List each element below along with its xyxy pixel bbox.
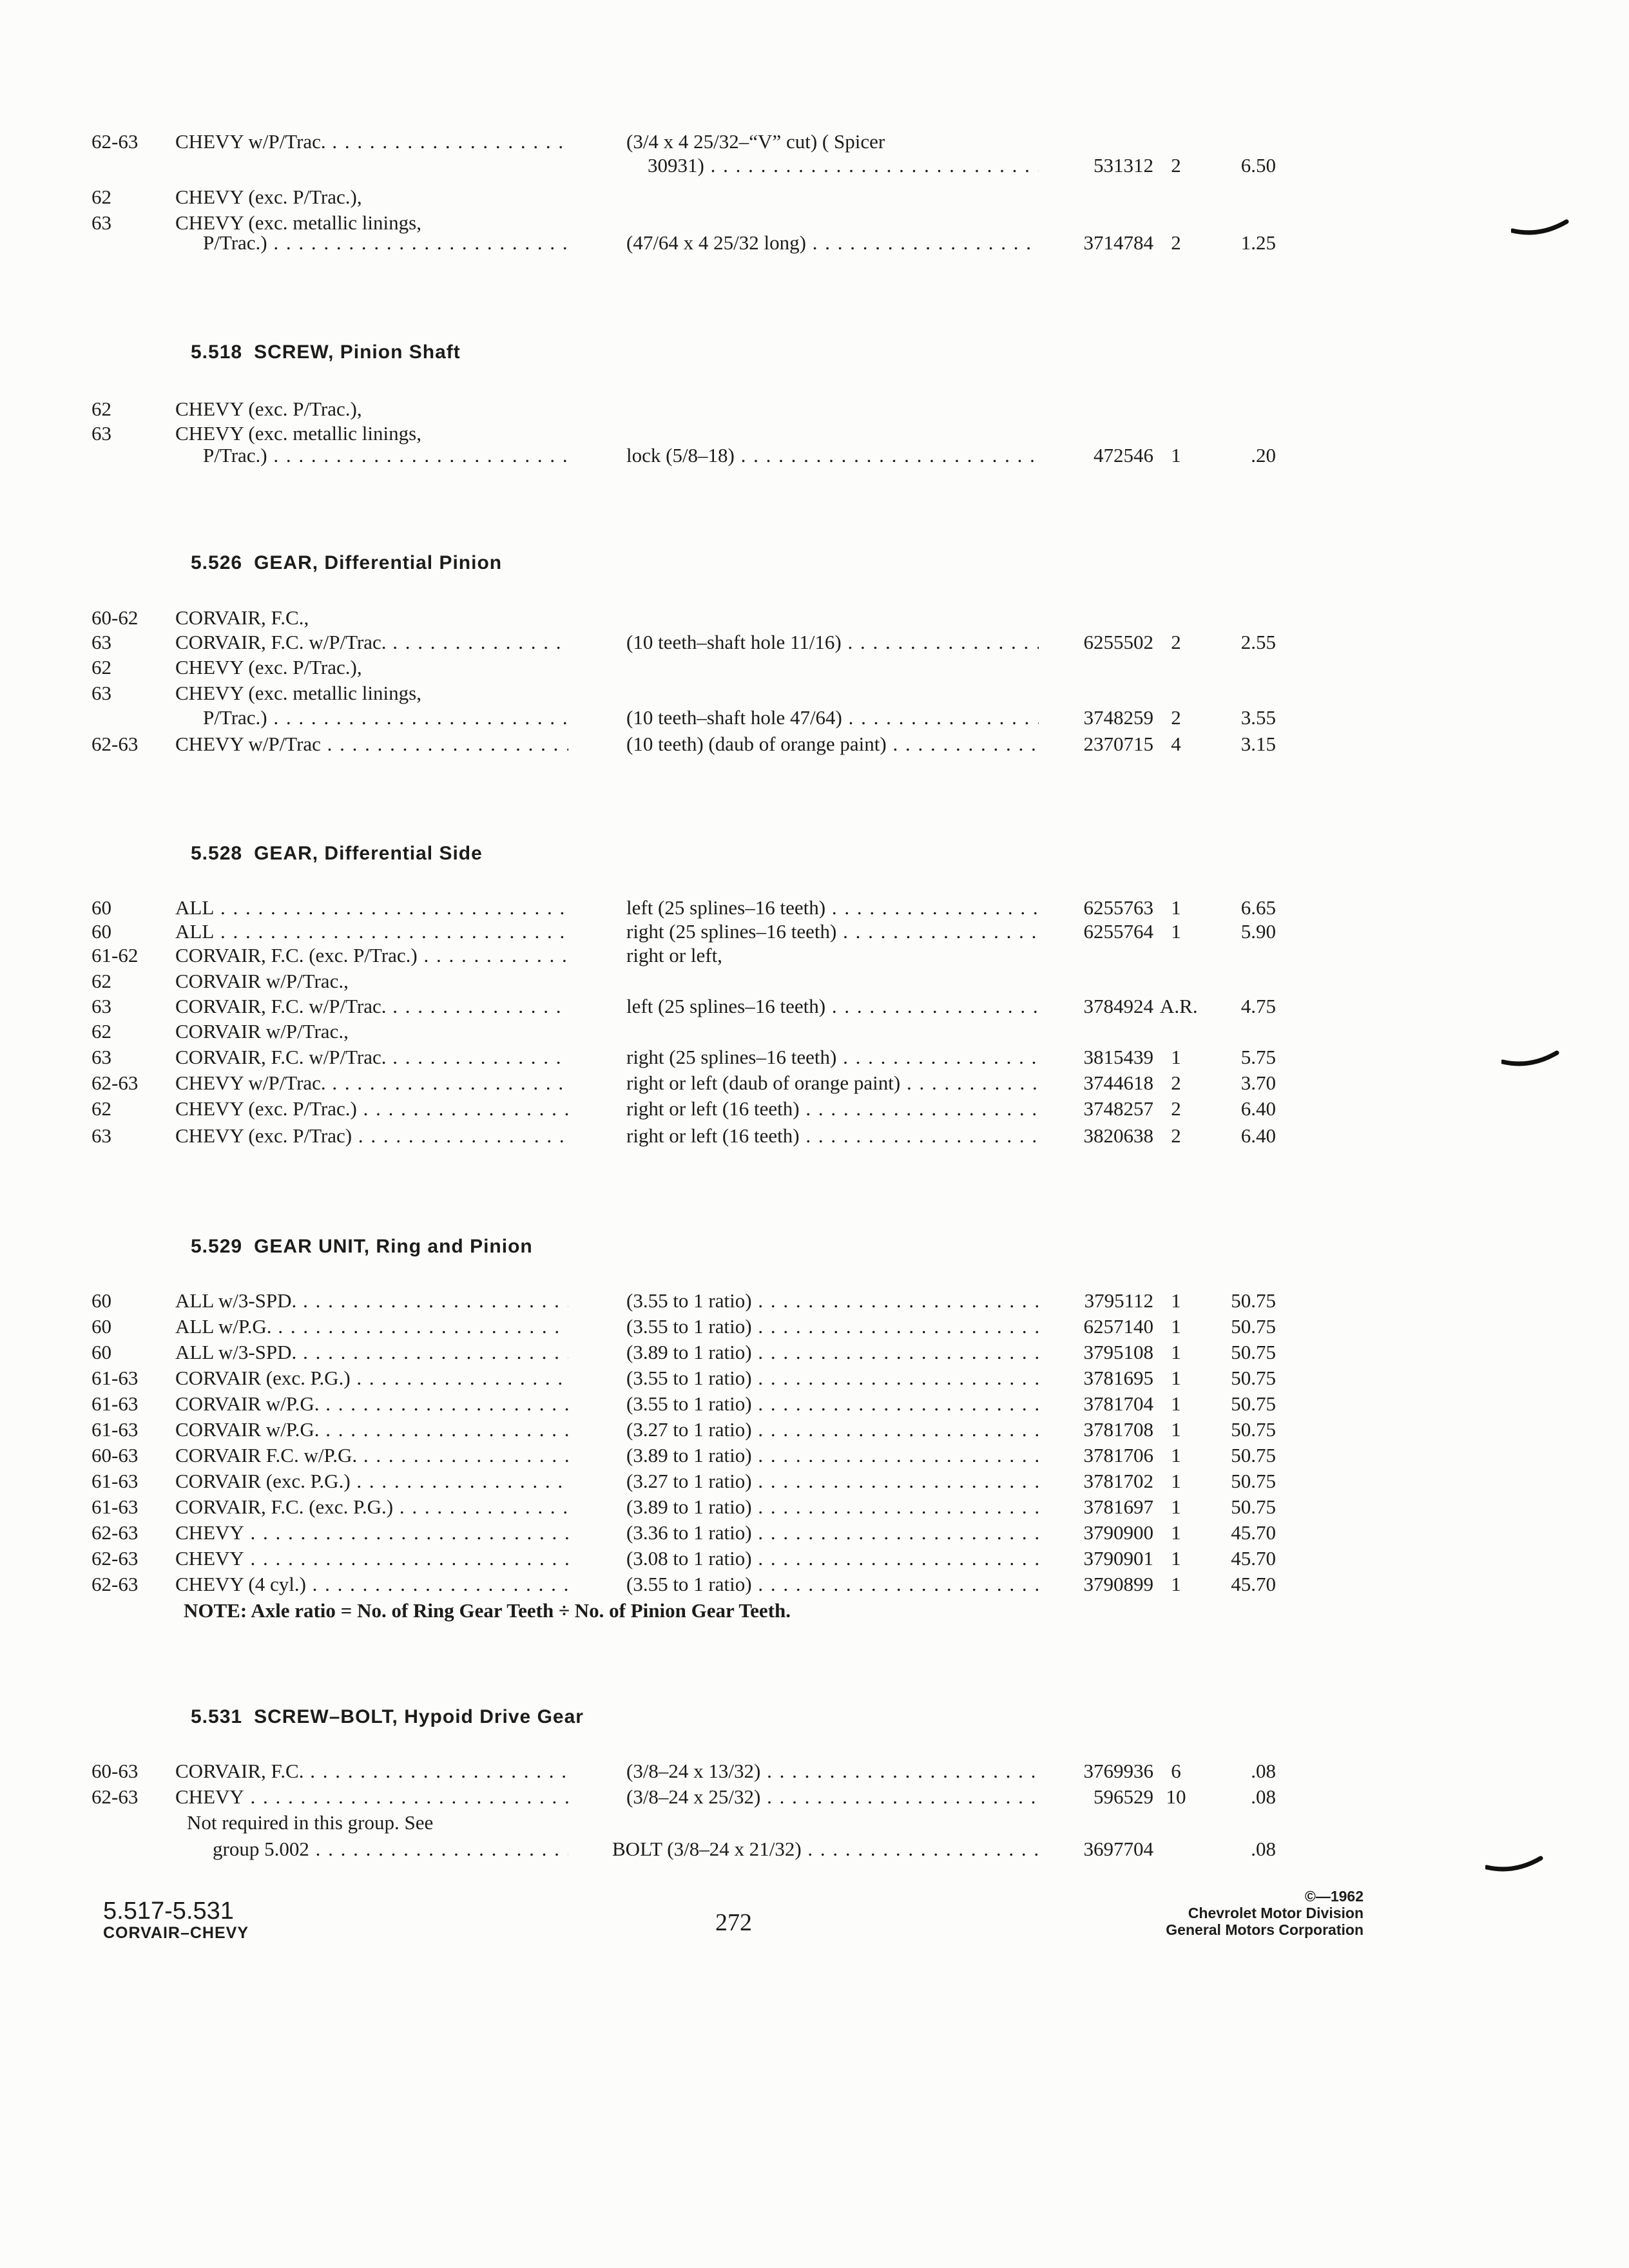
year-cell: 62-63: [92, 130, 139, 153]
model-cell: CORVAIR F.C. w/P.G. . . .: [175, 1442, 568, 1469]
year-cell: 61-63: [92, 1418, 139, 1441]
quantity-cell: 1: [1171, 1341, 1181, 1363]
table-row: [0, 629, 1629, 656]
quantity-cell: 2: [1171, 631, 1181, 653]
section-range: 5.517-5.531: [103, 1898, 234, 1925]
part-number-cell: 3781695: [1083, 1367, 1153, 1389]
model-cell: ALL . . .: [175, 894, 568, 921]
table-row: [0, 654, 1629, 681]
model-cell: ALL w/3-SPD. . . .: [175, 1339, 568, 1366]
table-row: [0, 968, 1629, 995]
year-cell: 62-63: [92, 1072, 139, 1094]
price-cell: 6.40: [1240, 1124, 1276, 1147]
quantity-cell: 6: [1171, 1760, 1181, 1782]
model-cell: CORVAIR, F.C. w/P/Trac. . . .: [175, 1044, 568, 1071]
corporation: General Motors Corporation: [1166, 1921, 1364, 1938]
section-number: 5.518: [191, 341, 243, 363]
price-cell: 2.55: [1240, 631, 1276, 653]
table-row: [0, 1287, 1629, 1314]
table-row: [0, 993, 1629, 1020]
part-number-cell: 6257140: [1083, 1315, 1153, 1338]
price-cell: .20: [1251, 444, 1276, 466]
year-cell: 63: [92, 682, 111, 704]
vehicle-line: CORVAIR–CHEVY: [103, 1924, 249, 1942]
description-cell: right or left (16 teeth) . . .: [626, 1122, 1039, 1149]
table-row: [0, 1390, 1629, 1418]
section-heading: [191, 1706, 584, 1728]
quantity-cell: 1: [1171, 1573, 1181, 1595]
model-cell: group 5.002 . . .: [213, 1836, 568, 1863]
model-cell: CHEVY (exc. P/Trac.),: [175, 656, 362, 678]
quantity-cell: 1: [1171, 1315, 1181, 1338]
copyright: ©—1962: [1304, 1888, 1364, 1905]
year-cell: 61-62: [92, 944, 139, 966]
table-row: [0, 942, 1629, 969]
footer-section-range: [103, 1898, 249, 1943]
description-cell: BOLT (3/8–24 x 21/32) . . .: [612, 1836, 1039, 1863]
table-row: [0, 1836, 1629, 1863]
description-cell: (3.55 to 1 ratio) . . .: [626, 1313, 1039, 1340]
table-row: [0, 1339, 1629, 1366]
section-heading: [191, 552, 502, 574]
year-cell: 61-63: [92, 1367, 139, 1389]
table-row: [0, 1044, 1629, 1071]
table-row: [0, 1070, 1629, 1097]
model-cell: CHEVY w/P/Trac. . . .: [175, 128, 568, 155]
description-cell: (3.55 to 1 ratio) . . .: [626, 1287, 1039, 1314]
part-number-cell: 3795112: [1084, 1289, 1153, 1312]
section-heading: [191, 1236, 533, 1258]
model-cell: ALL w/P.G. . . .: [175, 1313, 568, 1340]
part-number-cell: 3795108: [1083, 1341, 1153, 1363]
quantity-cell: 1: [1171, 1470, 1181, 1492]
part-number-cell: 3781697: [1083, 1495, 1153, 1518]
model-cell: CHEVY w/P/Trac. . . .: [175, 1070, 568, 1097]
section-number: 5.526: [191, 552, 243, 573]
page-number: 272: [715, 1909, 752, 1936]
part-number-cell: 3781704: [1083, 1392, 1153, 1415]
description-cell: left (25 splines–16 teeth) . . .: [626, 894, 1039, 921]
quantity-cell: 1: [1171, 1547, 1181, 1570]
price-cell: 3.15: [1240, 733, 1276, 755]
quantity-cell: 2: [1171, 154, 1181, 177]
price-cell: 5.75: [1240, 1046, 1276, 1068]
price-cell: 50.75: [1231, 1418, 1276, 1441]
quantity-cell: 1: [1171, 1521, 1181, 1544]
part-number-cell: 3815439: [1083, 1046, 1153, 1068]
quantity-cell: 1: [1171, 896, 1181, 919]
description-cell: (47/64 x 4 25/32 long) . . .: [626, 229, 1039, 256]
table-row: [0, 1468, 1629, 1495]
year-cell: 60: [92, 1341, 111, 1363]
part-number-cell: 6255764: [1083, 920, 1153, 943]
description-cell: (3.55 to 1 ratio) . . .: [626, 1365, 1039, 1392]
year-cell: 62: [92, 1020, 111, 1043]
price-cell: 50.75: [1231, 1444, 1276, 1466]
model-cell: CHEVY (exc. P/Trac.) . . .: [175, 1095, 568, 1122]
price-cell: 6.40: [1240, 1097, 1276, 1120]
model-cell: CHEVY (exc. metallic linings,: [175, 682, 421, 704]
description-cell: right or left (16 teeth) . . .: [626, 1095, 1039, 1122]
quantity-cell: 2: [1171, 231, 1181, 254]
binding-mark-icon: [1501, 1050, 1559, 1070]
model-cell: CHEVY (exc. metallic linings,: [175, 211, 421, 234]
quantity-cell: 1: [1171, 1289, 1181, 1312]
section-heading: [191, 341, 461, 363]
price-cell: 50.75: [1231, 1341, 1276, 1363]
table-row: [0, 604, 1629, 631]
part-number-cell: 3790900: [1083, 1521, 1153, 1544]
year-cell: 62: [92, 1097, 111, 1120]
table-row: [0, 1809, 1629, 1836]
model-cell: CORVAIR, F.C. (exc. P.G.) . . .: [175, 1494, 568, 1521]
model-cell: P/Trac.) . . .: [203, 442, 568, 469]
description-cell: right or left,: [626, 944, 722, 966]
year-cell: 63: [92, 1046, 111, 1068]
part-number-cell: 3790899: [1083, 1573, 1153, 1595]
price-cell: 3.70: [1240, 1072, 1276, 1094]
part-number-cell: 3714784: [1083, 231, 1153, 254]
part-number-cell: 3781702: [1083, 1470, 1153, 1492]
year-cell: 62-63: [92, 1547, 139, 1570]
description-cell: (3/4 x 4 25/32–“V” cut) ( Spicer: [626, 130, 885, 153]
price-cell: 50.75: [1231, 1315, 1276, 1338]
price-cell: 4.75: [1240, 995, 1276, 1017]
part-number-cell: 472546: [1094, 444, 1153, 466]
year-cell: 62-63: [92, 1573, 139, 1595]
table-row: [0, 731, 1629, 758]
year-cell: 63: [92, 422, 111, 445]
table-row: [0, 1095, 1629, 1122]
part-number-cell: 3748257: [1083, 1097, 1153, 1120]
section-title: GEAR, Differential Pinion: [254, 552, 503, 573]
part-number-cell: 3790901: [1083, 1547, 1153, 1570]
price-cell: 45.70: [1231, 1521, 1276, 1544]
section-title: SCREW–BOLT, Hypoid Drive Gear: [254, 1706, 584, 1727]
model-cell: CORVAIR w/P.G. . . .: [175, 1390, 568, 1418]
quantity-cell: 2: [1171, 1097, 1181, 1120]
model-cell: CHEVY (exc. P/Trac.),: [175, 398, 362, 420]
model-cell: CORVAIR w/P.G. . . .: [175, 1416, 568, 1443]
model-cell: CHEVY (exc. metallic linings,: [175, 422, 421, 445]
description-cell: (3.36 to 1 ratio) . . .: [626, 1519, 1039, 1546]
price-cell: 3.55: [1240, 706, 1276, 729]
part-number-cell: 3781706: [1083, 1444, 1153, 1466]
binding-mark-icon: [1485, 1856, 1543, 1875]
description-cell: (3.89 to 1 ratio) . . .: [626, 1494, 1039, 1521]
table-row: [0, 894, 1629, 921]
model-cell: P/Trac.) . . .: [203, 704, 568, 731]
table-row: [0, 229, 1629, 256]
year-cell: 62: [92, 970, 111, 992]
description-cell: (3.08 to 1 ratio) . . .: [626, 1545, 1039, 1572]
table-row: [0, 1122, 1629, 1149]
description-cell: lock (5/8–18) . . .: [626, 442, 1039, 469]
model-cell: CORVAIR w/P/Trac.,: [175, 970, 349, 992]
price-cell: 6.65: [1240, 896, 1276, 919]
description-cell: (3.55 to 1 ratio) . . .: [626, 1571, 1039, 1598]
year-cell: 61-63: [92, 1470, 139, 1492]
part-number-cell: 3744618: [1083, 1072, 1153, 1094]
table-row: [0, 1442, 1629, 1469]
description-cell: (3/8–24 x 13/32) . . .: [626, 1758, 1039, 1785]
table-row: [0, 1313, 1629, 1340]
year-cell: 60: [92, 896, 111, 919]
model-cell: CHEVY . . .: [175, 1545, 568, 1572]
year-cell: 63: [92, 631, 111, 653]
price-cell: .08: [1251, 1838, 1276, 1860]
model-cell: CORVAIR, F.C. w/P/Trac. . . .: [175, 993, 568, 1020]
price-cell: 1.25: [1240, 231, 1276, 254]
part-number-cell: 596529: [1094, 1785, 1153, 1808]
table-row: [0, 1416, 1629, 1443]
table-row: [0, 680, 1629, 707]
binding-mark-icon: [1511, 219, 1569, 238]
year-cell: 60-62: [92, 606, 139, 629]
quantity-cell: 1: [1171, 1392, 1181, 1415]
price-cell: .08: [1251, 1760, 1276, 1782]
description-cell: (3/8–24 x 25/32) . . .: [626, 1783, 1039, 1811]
part-number-cell: 3820638: [1083, 1124, 1153, 1147]
model-cell: CHEVY (exc. P/Trac) . . .: [175, 1122, 568, 1149]
publisher-block: [1166, 1888, 1364, 1938]
model-cell: CORVAIR, F.C. . . .: [175, 1758, 568, 1785]
part-number-cell: 3697704: [1083, 1838, 1153, 1860]
part-number-cell: 6255502: [1083, 631, 1153, 653]
section-title: SCREW, Pinion Shaft: [254, 341, 461, 363]
year-cell: 61-63: [92, 1392, 139, 1415]
price-cell: 50.75: [1231, 1495, 1276, 1518]
year-cell: 62: [92, 398, 111, 420]
table-row: [0, 1494, 1629, 1521]
description-cell: (3.89 to 1 ratio) . . .: [626, 1442, 1039, 1469]
quantity-cell: 2: [1171, 706, 1181, 729]
model-cell: CHEVY . . .: [175, 1519, 568, 1546]
model-cell: P/Trac.) . . .: [203, 229, 568, 256]
model-cell: CORVAIR (exc. P.G.) . . .: [175, 1468, 568, 1495]
part-number-cell: 6255763: [1083, 896, 1153, 919]
year-cell: 62-63: [92, 1521, 139, 1544]
quantity-cell: 4: [1171, 733, 1181, 755]
table-row: [0, 1758, 1629, 1785]
price-cell: 45.70: [1231, 1573, 1276, 1595]
section-title: GEAR, Differential Side: [254, 843, 483, 864]
division: Chevrolet Motor Division: [1188, 1905, 1364, 1921]
description-cell: right or left (daub of orange paint) . . .: [626, 1070, 1039, 1097]
price-cell: 45.70: [1231, 1547, 1276, 1570]
description-cell: left (25 splines–16 teeth) . . .: [626, 993, 1039, 1020]
year-cell: 60-63: [92, 1760, 139, 1782]
quantity-cell: 1: [1171, 920, 1181, 943]
price-cell: 50.75: [1231, 1392, 1276, 1415]
description-cell: (3.27 to 1 ratio) . . .: [626, 1416, 1039, 1443]
table-row: [0, 128, 1629, 155]
table-row: [0, 1783, 1629, 1811]
table-row: [0, 918, 1629, 945]
year-cell: 63: [92, 995, 111, 1017]
description-cell: (10 teeth–shaft hole 47/64) . . .: [626, 704, 1039, 731]
quantity-cell: A.R.: [1160, 995, 1198, 1017]
part-number-cell: 3769936: [1083, 1760, 1153, 1782]
table-row: [0, 184, 1629, 211]
year-cell: 60: [92, 920, 111, 943]
model-cell: CORVAIR, F.C.,: [175, 606, 309, 629]
price-cell: 5.90: [1240, 920, 1276, 943]
table-row: [0, 1571, 1629, 1598]
year-cell: 60: [92, 1289, 111, 1312]
table-row: [0, 1365, 1629, 1392]
description-cell: (3.89 to 1 ratio) . . .: [626, 1339, 1039, 1366]
description-cell: right (25 splines–16 teeth) . . .: [626, 1044, 1039, 1071]
part-number-cell: 531312: [1094, 154, 1153, 177]
model-cell: ALL . . .: [175, 918, 568, 945]
price-cell: 50.75: [1231, 1289, 1276, 1312]
model-cell: CORVAIR w/P/Trac.,: [175, 1020, 349, 1043]
section-number: 5.529: [191, 1236, 243, 1257]
quantity-cell: 1: [1171, 1418, 1181, 1441]
model-cell: CHEVY w/P/Trac . . .: [175, 731, 568, 758]
description-cell: (10 teeth) (daub of orange paint) . . .: [626, 731, 1039, 758]
part-number-cell: 3784924: [1083, 995, 1153, 1017]
year-cell: 60-63: [92, 1444, 139, 1466]
model-cell: CORVAIR (exc. P.G.) . . .: [175, 1365, 568, 1392]
table-row: [0, 1545, 1629, 1572]
model-cell: CHEVY (4 cyl.) . . .: [175, 1571, 568, 1598]
year-cell: 60: [92, 1315, 111, 1338]
section-title: GEAR UNIT, Ring and Pinion: [254, 1236, 533, 1257]
quantity-cell: 1: [1171, 1444, 1181, 1466]
price-cell: 6.50: [1240, 154, 1276, 177]
year-cell: 63: [92, 1124, 111, 1147]
table-row: [0, 1018, 1629, 1045]
model-cell: CORVAIR, F.C. (exc. P/Trac.) . . .: [175, 942, 568, 969]
year-cell: 62-63: [92, 1785, 139, 1808]
quantity-cell: 1: [1171, 1367, 1181, 1389]
price-cell: 50.75: [1231, 1367, 1276, 1389]
price-cell: 50.75: [1231, 1470, 1276, 1492]
quantity-cell: 2: [1171, 1124, 1181, 1147]
part-number-cell: 2370715: [1083, 733, 1153, 755]
year-cell: 61-63: [92, 1495, 139, 1518]
year-cell: 62: [92, 186, 111, 208]
part-number-cell: 3748259: [1083, 706, 1153, 729]
model-cell: CHEVY . . .: [175, 1783, 568, 1811]
table-row: [0, 704, 1629, 731]
section-number: 5.531: [191, 1706, 243, 1727]
quantity-cell: 1: [1171, 444, 1181, 466]
table-row: [0, 1519, 1629, 1546]
year-cell: 62-63: [92, 733, 139, 755]
axle-ratio-note: NOTE: Axle ratio = No. of Ring Gear Teeth ÷ No. of Pinion Gear Teeth.: [184, 1599, 791, 1622]
description-cell: (3.27 to 1 ratio) . . .: [626, 1468, 1039, 1495]
model-cell: CHEVY (exc. P/Trac.),: [175, 186, 362, 208]
description-cell: (10 teeth–shaft hole 11/16) . . .: [626, 629, 1039, 656]
price-cell: .08: [1251, 1785, 1276, 1808]
model-cell: ALL w/3-SPD. . . .: [175, 1287, 568, 1314]
section-number: 5.528: [191, 843, 243, 864]
quantity-cell: 2: [1171, 1072, 1181, 1094]
table-row: [0, 396, 1629, 423]
description-cell: (3.55 to 1 ratio) . . .: [626, 1390, 1039, 1418]
table-row: [0, 442, 1629, 469]
part-number-cell: 3781708: [1083, 1418, 1153, 1441]
model-cell: Not required in this group. See: [187, 1811, 434, 1834]
quantity-cell: 1: [1171, 1495, 1181, 1518]
section-heading: [191, 843, 483, 865]
quantity-cell: 1: [1171, 1046, 1181, 1068]
year-cell: 63: [92, 211, 111, 234]
table-row: [0, 152, 1629, 179]
model-cell: CORVAIR, F.C. w/P/Trac. . . .: [175, 629, 568, 656]
description-cell: right (25 splines–16 teeth) . . .: [626, 918, 1039, 945]
year-cell: 62: [92, 656, 111, 678]
quantity-cell: 10: [1166, 1785, 1186, 1808]
description-cell: 30931) . . .: [648, 152, 1039, 179]
